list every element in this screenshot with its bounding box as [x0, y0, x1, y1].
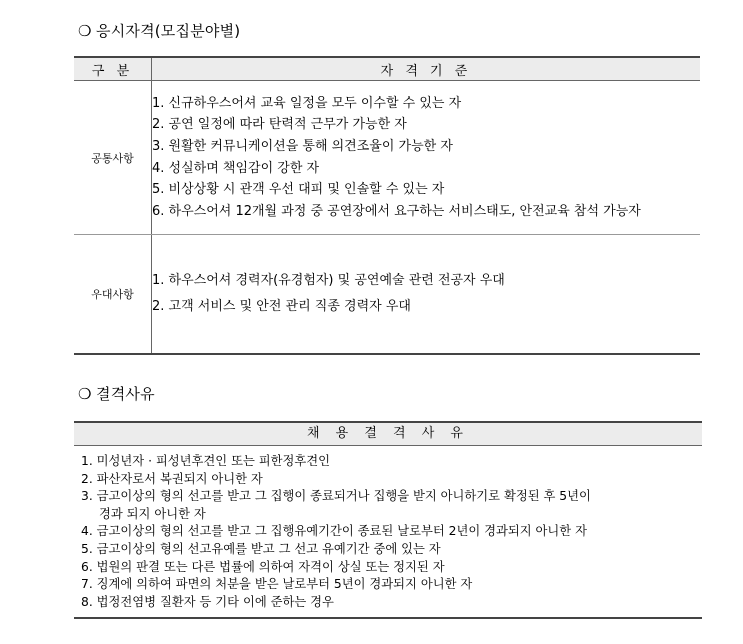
list-item: 4. 성실하며 책임감이 강한 자: [152, 160, 320, 176]
category-preferred: 우대사항: [74, 235, 152, 355]
disqualification-list: [74, 446, 702, 617]
header-category: 구 분: [74, 57, 152, 81]
table-row-common: [74, 81, 700, 235]
list-item: 4. 금고이상의 형의 선고를 받고 그 집행유예기간이 종료된 날로부터 2년이 경과되지 아니한 자: [81, 524, 587, 539]
header-criteria: 자 격 기 준: [152, 57, 701, 81]
list-item: 7. 징계에 의하여 파면의 처분을 받은 날로부터 5년이 경과되지 아니한 자: [81, 577, 473, 592]
list-item: 8. 법정전염병 질환자 등 기타 이에 준하는 경우: [81, 594, 334, 609]
circle-bullet-icon: ❍: [78, 385, 92, 403]
disqualification-section-title: [78, 385, 155, 403]
list-item: 1. 신규하우스어셔 교육 일정을 모두 이수할 수 있는 자: [152, 95, 462, 111]
common-requirements: [152, 81, 701, 235]
qualifications-section-title: [78, 22, 240, 40]
preferred-qualifications: [152, 235, 701, 355]
disqualification-title-text: 결격사유: [96, 385, 155, 403]
list-item-continuation: 경과 되지 아니한 자: [99, 506, 206, 521]
qualifications-title-text: 응시자격(모집분야별): [96, 22, 241, 40]
list-item: 3. 원활한 커뮤니케이션을 통해 의견조율이 가능한 자: [152, 138, 453, 154]
list-item: 1. 하우스어셔 경력자(유경험자) 및 공연예술 관련 전공자 우대: [152, 273, 505, 288]
list-item: 1. 미성년자 · 피성년후견인 또는 피한정후견인: [81, 454, 331, 468]
circle-bullet-icon: ❍: [78, 22, 92, 40]
list-item: 5. 금고이상의 형의 선고유예를 받고 그 선고 유예기간 중에 있는 자: [81, 541, 441, 556]
list-item: 6. 법원의 판결 또는 다른 법률에 의하여 자격이 상실 또는 정지된 자: [81, 559, 445, 574]
list-item: 5. 비상상황 시 관객 우선 대피 및 인솔할 수 있는 자: [152, 182, 445, 198]
qualifications-table: [74, 56, 700, 355]
table-row-preferred: [74, 235, 700, 355]
qualifications-header-row: [74, 57, 700, 81]
list-item: 2. 파산자로서 복권되지 아니한 자: [81, 471, 263, 486]
list-item: 2. 공연 일정에 따라 탄력적 근무가 가능한 자: [152, 117, 407, 133]
list-item: 6. 하우스어셔 12개월 과정 중 공연장에서 요구하는 서비스태도, 안전교육 참석 가능자: [152, 203, 641, 219]
disqualification-header: 채 용 결 격 사 유: [74, 423, 702, 446]
list-item: 2. 고객 서비스 및 안전 관리 직종 경력자 우대: [152, 299, 411, 314]
disqualification-table: [74, 421, 702, 619]
list-item: 3. 금고이상의 형의 선고를 받고 그 집행이 종료되거나 집행을 받지 아니하기로 확정된 후 5년이: [81, 489, 591, 504]
category-common: 공통사항: [74, 81, 152, 235]
